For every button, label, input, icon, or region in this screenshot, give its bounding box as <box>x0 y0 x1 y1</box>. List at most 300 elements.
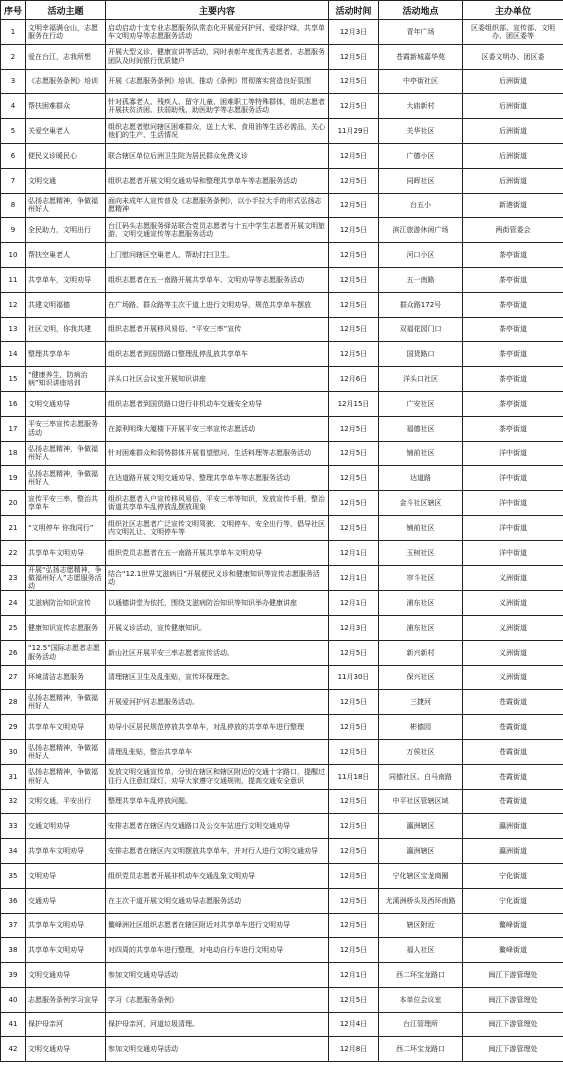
theme-cell: 全民助力，文明出行 <box>26 218 106 243</box>
content-cell: 针对困难群众和弱势群体开展看望慰问、生活料理等志愿服务活动 <box>106 441 329 466</box>
table-row <box>1 218 563 243</box>
seq-cell: 17 <box>1 416 26 441</box>
content-cell: 新山社区开展平安三率志愿者宣传活动。 <box>106 640 329 665</box>
date-cell: 12月5日 <box>329 143 379 168</box>
header-content: 主要内容 <box>106 1 329 20</box>
seq-cell: 25 <box>1 615 26 640</box>
seq-cell: 30 <box>1 739 26 764</box>
seq-cell: 36 <box>1 888 26 913</box>
theme-cell: 开展“弘扬志愿精神，争做福州好人”志愿服务活动 <box>26 565 106 591</box>
theme-cell: 帮扶困难群众 <box>26 94 106 119</box>
table-row <box>1 565 563 591</box>
place-cell: 三捷河 <box>379 690 463 715</box>
seq-cell: 9 <box>1 218 26 243</box>
content-cell: 发放文明交通宣传单，分别在辖区和辖区附近的交通十字路口，提醒过往行人注意红绿灯，劝导大家遵守交通规则，提高交通安全意识 <box>106 764 329 789</box>
table-row <box>1 342 563 367</box>
table-row <box>1 168 563 193</box>
seq-cell: 37 <box>1 913 26 938</box>
date-cell: 12月1日 <box>329 565 379 591</box>
organizer-cell: 鳌峰街道 <box>463 913 563 938</box>
organizer-cell: 苍霞街道 <box>463 715 563 740</box>
seq-cell: 26 <box>1 640 26 665</box>
seq-cell: 15 <box>1 367 26 392</box>
date-cell: 12月3日 <box>329 615 379 640</box>
content-cell: 针对孤寡老人、残疾人、留守儿童、困难职工等特殊群体，组织志愿者开展扶贫济困、扶弱助残、助医助学等志愿服务活动 <box>106 94 329 119</box>
table-row <box>1 441 563 466</box>
table-row <box>1 1037 563 1062</box>
date-cell: 11月29日 <box>329 119 379 144</box>
organizer-cell: 两街管委会 <box>463 218 563 243</box>
organizer-cell: 苍霞街道 <box>463 690 563 715</box>
seq-cell: 38 <box>1 938 26 963</box>
place-cell: 瀛洲辖区 <box>379 839 463 864</box>
header-seq: 序号 <box>1 1 26 20</box>
content-cell: 清理辖区卫生及乱张贴，宣传环保理念。 <box>106 665 329 690</box>
header-org: 主办单位 <box>463 1 563 20</box>
date-cell: 12月5日 <box>329 715 379 740</box>
place-cell: 五一南路 <box>379 267 463 292</box>
place-cell: 广德小区 <box>379 143 463 168</box>
organizer-cell: 后洲街道 <box>463 119 563 144</box>
organizer-cell: 区委组织部、宣传部、文明办、团区委等 <box>463 20 563 45</box>
table-row <box>1 243 563 268</box>
date-cell: 12月5日 <box>329 44 379 69</box>
content-cell: 组织志愿者在五一南路开展共享单车、文明劝导等志愿服务活动 <box>106 267 329 292</box>
place-cell: 瀛洲辖区 <box>379 814 463 839</box>
organizer-cell: 茶亭街道 <box>463 243 563 268</box>
place-cell: 河口小区 <box>379 243 463 268</box>
table-row <box>1 938 563 963</box>
table-row <box>1 739 563 764</box>
place-cell: 新兴新村 <box>379 640 463 665</box>
table-row <box>1 888 563 913</box>
table-row <box>1 143 563 168</box>
place-cell: 西二环宝龙路口 <box>379 1037 463 1062</box>
organizer-cell: 茶亭街道 <box>463 391 563 416</box>
table-row <box>1 20 563 45</box>
date-cell: 12月5日 <box>329 441 379 466</box>
date-cell: 12月5日 <box>329 888 379 913</box>
theme-cell: 文明交通劝导 <box>26 391 106 416</box>
place-cell: 玉树社区 <box>379 540 463 565</box>
theme-cell: 共享单车文明劝导 <box>26 913 106 938</box>
content-cell: 保护母亲河，河道垃圾清理。 <box>106 1012 329 1037</box>
content-cell: 以通德讲堂为依托，围绕艾滋病防治知识等知识举办健康讲座 <box>106 591 329 616</box>
table-row <box>1 789 563 814</box>
theme-cell: 共享单车文明劝导 <box>26 839 106 864</box>
organizer-cell: 洋中街道 <box>463 540 563 565</box>
content-cell: 对四周的共享单车进行整理，对电动自行车进行文明劝导 <box>106 938 329 963</box>
place-cell: 彬德园 <box>379 715 463 740</box>
seq-cell: 22 <box>1 540 26 565</box>
organizer-cell: 茶亭街道 <box>463 416 563 441</box>
theme-cell: 共享单车文明劝导 <box>26 938 106 963</box>
header-theme: 活动主题 <box>26 1 106 20</box>
organizer-cell: 瀛洲街道 <box>463 839 563 864</box>
place-cell: 辖区附近 <box>379 913 463 938</box>
content-cell: 参加文明交通劝导活动 <box>106 1037 329 1062</box>
theme-cell: 交通文明劝导 <box>26 814 106 839</box>
organizer-cell: 后洲街道 <box>463 168 563 193</box>
table-row <box>1 193 563 218</box>
seq-cell: 29 <box>1 715 26 740</box>
theme-cell: 共享单车文明劝导 <box>26 715 106 740</box>
date-cell: 12月5日 <box>329 491 379 516</box>
table-row <box>1 416 563 441</box>
seq-cell: 5 <box>1 119 26 144</box>
place-cell: 广安社区 <box>379 391 463 416</box>
content-cell: 联合辖区单位后洲卫生院为居民群众免费义诊 <box>106 143 329 168</box>
place-cell: 滨江旅游休闲广场 <box>379 218 463 243</box>
organizer-cell: 后洲街道 <box>463 94 563 119</box>
content-cell: 在达道路开展文明交通劝导、整理共享单车等志愿服务活动 <box>106 466 329 491</box>
place-cell: 保兴社区 <box>379 665 463 690</box>
content-cell: 清理乱张贴，整治共享单车 <box>106 739 329 764</box>
organizer-cell: 鳌峰街道 <box>463 938 563 963</box>
date-cell: 12月5日 <box>329 839 379 864</box>
place-cell: 万侯社区 <box>379 739 463 764</box>
seq-cell: 31 <box>1 764 26 789</box>
organizer-cell: 瀛洲街道 <box>463 814 563 839</box>
seq-cell: 4 <box>1 94 26 119</box>
organizer-cell: 茶亭街道 <box>463 292 563 317</box>
date-cell: 12月5日 <box>329 863 379 888</box>
place-cell: 青年广场 <box>379 20 463 45</box>
table-row <box>1 292 563 317</box>
content-cell: 组织志愿者到国货路口整理乱停乱放共享单车 <box>106 342 329 367</box>
seq-cell: 42 <box>1 1037 26 1062</box>
header-date: 活动时间 <box>329 1 379 20</box>
content-cell: 整理共享单车乱停放问题。 <box>106 789 329 814</box>
date-cell: 12月8日 <box>329 1037 379 1062</box>
table-row <box>1 863 563 888</box>
content-cell: 洋头口社区会议室开展知识讲座 <box>106 367 329 392</box>
content-cell: 结合“12.1世界艾滋病日”开展便民义诊和健康知识等宣传志愿服务活动 <box>106 565 329 591</box>
table-row <box>1 317 563 342</box>
date-cell: 12月5日 <box>329 193 379 218</box>
table-row <box>1 690 563 715</box>
content-cell: 开展大型义诊、健康宣讲等活动，同时表彰年度优秀志愿者、志愿服务团队及时间银行优质储户 <box>106 44 329 69</box>
organizer-cell: 宁化街道 <box>463 863 563 888</box>
theme-cell: 文明交通 <box>26 168 106 193</box>
place-cell: 金斗社区辖区 <box>379 491 463 516</box>
seq-cell: 11 <box>1 267 26 292</box>
content-cell: 组织党员志愿者开展非机动车交通乱象文明劝导 <box>106 863 329 888</box>
date-cell: 12月5日 <box>329 342 379 367</box>
date-cell: 12月5日 <box>329 814 379 839</box>
date-cell: 12月5日 <box>329 515 379 540</box>
table-row <box>1 515 563 540</box>
organizer-cell: 茶亭街道 <box>463 267 563 292</box>
organizer-cell: 区委文明办、团区委 <box>463 44 563 69</box>
seq-cell: 8 <box>1 193 26 218</box>
theme-cell: 帮扶空巢老人 <box>26 243 106 268</box>
seq-cell: 23 <box>1 565 26 591</box>
table-row <box>1 466 563 491</box>
organizer-cell: 洋中街道 <box>463 491 563 516</box>
theme-cell: 交通劝导 <box>26 888 106 913</box>
date-cell: 12月5日 <box>329 317 379 342</box>
place-cell: 中亭街社区 <box>379 69 463 94</box>
organizer-cell: 茶亭街道 <box>463 367 563 392</box>
content-cell: 在源利明珠大厦楼下开展平安三率宣传志愿活动 <box>106 416 329 441</box>
seq-cell: 35 <box>1 863 26 888</box>
content-cell: 组织志愿者入户宣传移风易俗、平安三率等知识，发放宣传手册，整治街道共享单车乱停放乱摆放现象 <box>106 491 329 516</box>
organizer-cell: 洋中街道 <box>463 466 563 491</box>
organizer-cell: 苍霞街道 <box>463 789 563 814</box>
table-row <box>1 267 563 292</box>
place-cell: 同德社区、白马南路 <box>379 764 463 789</box>
organizer-cell: 闽江下游管理处 <box>463 1012 563 1037</box>
theme-cell: 关爱空巢老人 <box>26 119 106 144</box>
content-cell: 组织志愿者开展文明交通劝导和整理共享单车等志愿服务活动 <box>106 168 329 193</box>
date-cell: 12月5日 <box>329 739 379 764</box>
place-cell: 铺前社区 <box>379 515 463 540</box>
theme-cell: 弘扬志愿精神，争做福州好人 <box>26 739 106 764</box>
content-cell: 开展义诊活动，宣传健康知识。 <box>106 615 329 640</box>
content-cell: 组织社区志愿者广泛宣传文明驾驶、文明停车、安全出行等，倡导社区内文明礼让、文明停车等 <box>106 515 329 540</box>
content-cell: 开展爱河护河志愿服务活动。 <box>106 690 329 715</box>
table-row <box>1 987 563 1012</box>
content-cell: 学习《志愿服务条例》 <box>106 987 329 1012</box>
seq-cell: 34 <box>1 839 26 864</box>
date-cell: 11月30日 <box>329 665 379 690</box>
place-cell: 尤溪洲桥头及西环南路 <box>379 888 463 913</box>
organizer-cell: 茶亭街道 <box>463 342 563 367</box>
theme-cell: 整理共享单车 <box>26 342 106 367</box>
seq-cell: 14 <box>1 342 26 367</box>
date-cell: 12月5日 <box>329 218 379 243</box>
place-cell: 台江管理所 <box>379 1012 463 1037</box>
table-header-row <box>1 1 563 20</box>
theme-cell: 宣传平安三率，整治共享单车 <box>26 491 106 516</box>
place-cell: 铺前社区 <box>379 441 463 466</box>
theme-cell: 志愿服务条例学习宣导 <box>26 987 106 1012</box>
organizer-cell: 义洲街道 <box>463 615 563 640</box>
place-cell: 同晖社区 <box>379 168 463 193</box>
organizer-cell: 闽江下游管理处 <box>463 963 563 988</box>
date-cell: 12月6日 <box>329 367 379 392</box>
organizer-cell: 闽江下游管理处 <box>463 987 563 1012</box>
date-cell: 12月1日 <box>329 540 379 565</box>
seq-cell: 6 <box>1 143 26 168</box>
seq-cell: 16 <box>1 391 26 416</box>
content-cell: 安排志愿者在辖区内交通路口及公交车站进行文明交通劝导 <box>106 814 329 839</box>
place-cell: 国货路口 <box>379 342 463 367</box>
theme-cell: 保护母亲河 <box>26 1012 106 1037</box>
place-cell: 福德社区 <box>379 416 463 441</box>
theme-cell: 艾滋病防治知识宣传 <box>26 591 106 616</box>
organizer-cell: 洋中街道 <box>463 441 563 466</box>
theme-cell: 文明交通，平安出行 <box>26 789 106 814</box>
theme-cell: 文明幸福满仓山，志愿服务在行动 <box>26 20 106 45</box>
table-row <box>1 913 563 938</box>
date-cell: 11月18日 <box>329 764 379 789</box>
seq-cell: 40 <box>1 987 26 1012</box>
table-body <box>1 20 563 1062</box>
seq-cell: 13 <box>1 317 26 342</box>
theme-cell: 文明交通劝导 <box>26 963 106 988</box>
place-cell: 西二环宝龙路口 <box>379 963 463 988</box>
organizer-cell: 洋中街道 <box>463 515 563 540</box>
date-cell: 12月5日 <box>329 938 379 963</box>
organizer-cell: 义洲街道 <box>463 640 563 665</box>
place-cell: 中平社区管辖区域 <box>379 789 463 814</box>
place-cell: 苍霞新城嘉华苑 <box>379 44 463 69</box>
place-cell: 福人社区 <box>379 938 463 963</box>
theme-cell: 便民义诊暖民心 <box>26 143 106 168</box>
date-cell: 12月5日 <box>329 416 379 441</box>
date-cell: 12月5日 <box>329 690 379 715</box>
table-row <box>1 640 563 665</box>
seq-cell: 20 <box>1 491 26 516</box>
date-cell: 12月4日 <box>329 1012 379 1037</box>
date-cell: 12月1日 <box>329 963 379 988</box>
theme-cell: 共建文明福德 <box>26 292 106 317</box>
organizer-cell: 茶亭街道 <box>463 317 563 342</box>
table-row <box>1 391 563 416</box>
table-row <box>1 963 563 988</box>
seq-cell: 18 <box>1 441 26 466</box>
place-cell: 大庙新村 <box>379 94 463 119</box>
table-row <box>1 491 563 516</box>
place-cell: 洋头口社区 <box>379 367 463 392</box>
organizer-cell: 后洲街道 <box>463 69 563 94</box>
date-cell: 12月5日 <box>329 292 379 317</box>
organizer-cell: 苍霞街道 <box>463 764 563 789</box>
place-cell: 帘斗社区 <box>379 565 463 591</box>
theme-cell: 文明劝导 <box>26 863 106 888</box>
seq-cell: 1 <box>1 20 26 45</box>
table-row <box>1 764 563 789</box>
seq-cell: 19 <box>1 466 26 491</box>
seq-cell: 2 <box>1 44 26 69</box>
place-cell: 本单位会议室 <box>379 987 463 1012</box>
table-row <box>1 119 563 144</box>
table-row <box>1 1012 563 1037</box>
seq-cell: 7 <box>1 168 26 193</box>
seq-cell: 10 <box>1 243 26 268</box>
date-cell: 12月3日 <box>329 20 379 45</box>
date-cell: 12月5日 <box>329 466 379 491</box>
theme-cell: 弘扬志愿精神，争做福州好人 <box>26 193 106 218</box>
seq-cell: 3 <box>1 69 26 94</box>
content-cell: 在广场路、群众路等主次干道上进行文明劝导，规范共享单车摆放 <box>106 292 329 317</box>
theme-cell: 平安三率宣传志愿服务活动 <box>26 416 106 441</box>
seq-cell: 28 <box>1 690 26 715</box>
theme-cell: 健康知识宣传志愿服务 <box>26 615 106 640</box>
date-cell: 12月15日 <box>329 391 379 416</box>
theme-cell: 共享单车文明劝导 <box>26 540 106 565</box>
seq-cell: 39 <box>1 963 26 988</box>
organizer-cell: 后洲街道 <box>463 143 563 168</box>
table-row <box>1 715 563 740</box>
organizer-cell: 义洲街道 <box>463 665 563 690</box>
theme-cell: 弘扬志愿精神，争做福州好人 <box>26 441 106 466</box>
content-cell: 组织志愿者慰问辖区困难群众，送上大米、食用油等生活必需品，关心他们的生产、生活情况 <box>106 119 329 144</box>
theme-cell: 弘扬志愿精神，争做福州好人 <box>26 764 106 789</box>
content-cell: 台江码头志愿服务驿站联合党员志愿者与十五中学生志愿者开展文明旅游、文明交通宣传等志愿服务活动 <box>106 218 329 243</box>
date-cell: 12月5日 <box>329 243 379 268</box>
seq-cell: 12 <box>1 292 26 317</box>
seq-cell: 27 <box>1 665 26 690</box>
organizer-cell: 新港街道 <box>463 193 563 218</box>
organizer-cell: 苍霞街道 <box>463 739 563 764</box>
header-place: 活动地点 <box>379 1 463 20</box>
table-row <box>1 94 563 119</box>
date-cell: 12月5日 <box>329 640 379 665</box>
seq-cell: 41 <box>1 1012 26 1037</box>
place-cell: 宁化辖区宝龙商圈 <box>379 863 463 888</box>
organizer-cell: 宁化街道 <box>463 888 563 913</box>
theme-cell: 共享单车，文明劝导 <box>26 267 106 292</box>
date-cell: 12月5日 <box>329 913 379 938</box>
place-cell: 关华社区 <box>379 119 463 144</box>
table-row <box>1 839 563 864</box>
seq-cell: 33 <box>1 814 26 839</box>
content-cell: 组织志愿者开展移风易俗、“平安三率”宣传 <box>106 317 329 342</box>
theme-cell: “文明停车 你我同行” <box>26 515 106 540</box>
content-cell: 劝导小区居民规范停放共享单车，对乱停放的共享单车进行整理 <box>106 715 329 740</box>
content-cell: 开展《志愿服务条例》培训，推动《条例》贯彻落实营造良好氛围 <box>106 69 329 94</box>
content-cell: 参加文明交通劝导活动 <box>106 963 329 988</box>
theme-cell: “12.5”国际志愿者志愿服务活动 <box>26 640 106 665</box>
seq-cell: 32 <box>1 789 26 814</box>
content-cell: 组织党员志愿者在五一南路开展共享单车文明劝导 <box>106 540 329 565</box>
content-cell: 鳌峰洲社区组织志愿者在辖区附近对共享单车进行文明劝导 <box>106 913 329 938</box>
place-cell: 达道路 <box>379 466 463 491</box>
content-cell: 组织志愿者到国货路口进行非机动车交通安全劝导 <box>106 391 329 416</box>
seq-cell: 21 <box>1 515 26 540</box>
content-cell: 面向未成年人宣传普及《志愿服务条例》，以小手拉大手的形式弘扬志愿精神 <box>106 193 329 218</box>
table-row <box>1 814 563 839</box>
theme-cell: 文明交通劝导 <box>26 1037 106 1062</box>
place-cell: 双福花园门口 <box>379 317 463 342</box>
theme-cell: 爱在台江，志我所想 <box>26 44 106 69</box>
content-cell: 上门慰问辖区空巢老人，帮助打扫卫生。 <box>106 243 329 268</box>
date-cell: 12月5日 <box>329 267 379 292</box>
theme-cell: 环境清洁志愿服务 <box>26 665 106 690</box>
place-cell: 浦东社区 <box>379 591 463 616</box>
date-cell: 12月5日 <box>329 69 379 94</box>
table-row <box>1 591 563 616</box>
organizer-cell: 义洲街道 <box>463 591 563 616</box>
seq-cell: 24 <box>1 591 26 616</box>
theme-cell: 弘扬志愿精神，争做福州好人 <box>26 690 106 715</box>
place-cell: 群众路172号 <box>379 292 463 317</box>
content-cell: 启动启动十支专业志愿服务队常态化开展爱河护河、爱绿护绿，共享单车文明劝导等志愿服务活动 <box>106 20 329 45</box>
date-cell: 12月5日 <box>329 168 379 193</box>
date-cell: 12月1日 <box>329 591 379 616</box>
place-cell: 台五小 <box>379 193 463 218</box>
theme-cell: 《志愿服务条例》培训 <box>26 69 106 94</box>
table-row <box>1 615 563 640</box>
place-cell: 浦东社区 <box>379 615 463 640</box>
content-cell: 安排志愿者在辖区内文明摆放共享单车，并对行人进行文明交通劝导 <box>106 839 329 864</box>
organizer-cell: 义洲街道 <box>463 565 563 591</box>
table-row <box>1 69 563 94</box>
content-cell: 在主次干道开展文明交通劝导志愿服务活动 <box>106 888 329 913</box>
theme-cell: 弘扬志愿精神，争做福州好人 <box>26 466 106 491</box>
table-row <box>1 44 563 69</box>
table-row <box>1 367 563 392</box>
organizer-cell: 闽江下游管理处 <box>463 1037 563 1062</box>
theme-cell: “健康养生，防病治病”知识讲座培训 <box>26 367 106 392</box>
table-row <box>1 540 563 565</box>
theme-cell: 社区文明，你我共建 <box>26 317 106 342</box>
table-row <box>1 665 563 690</box>
date-cell: 12月5日 <box>329 789 379 814</box>
